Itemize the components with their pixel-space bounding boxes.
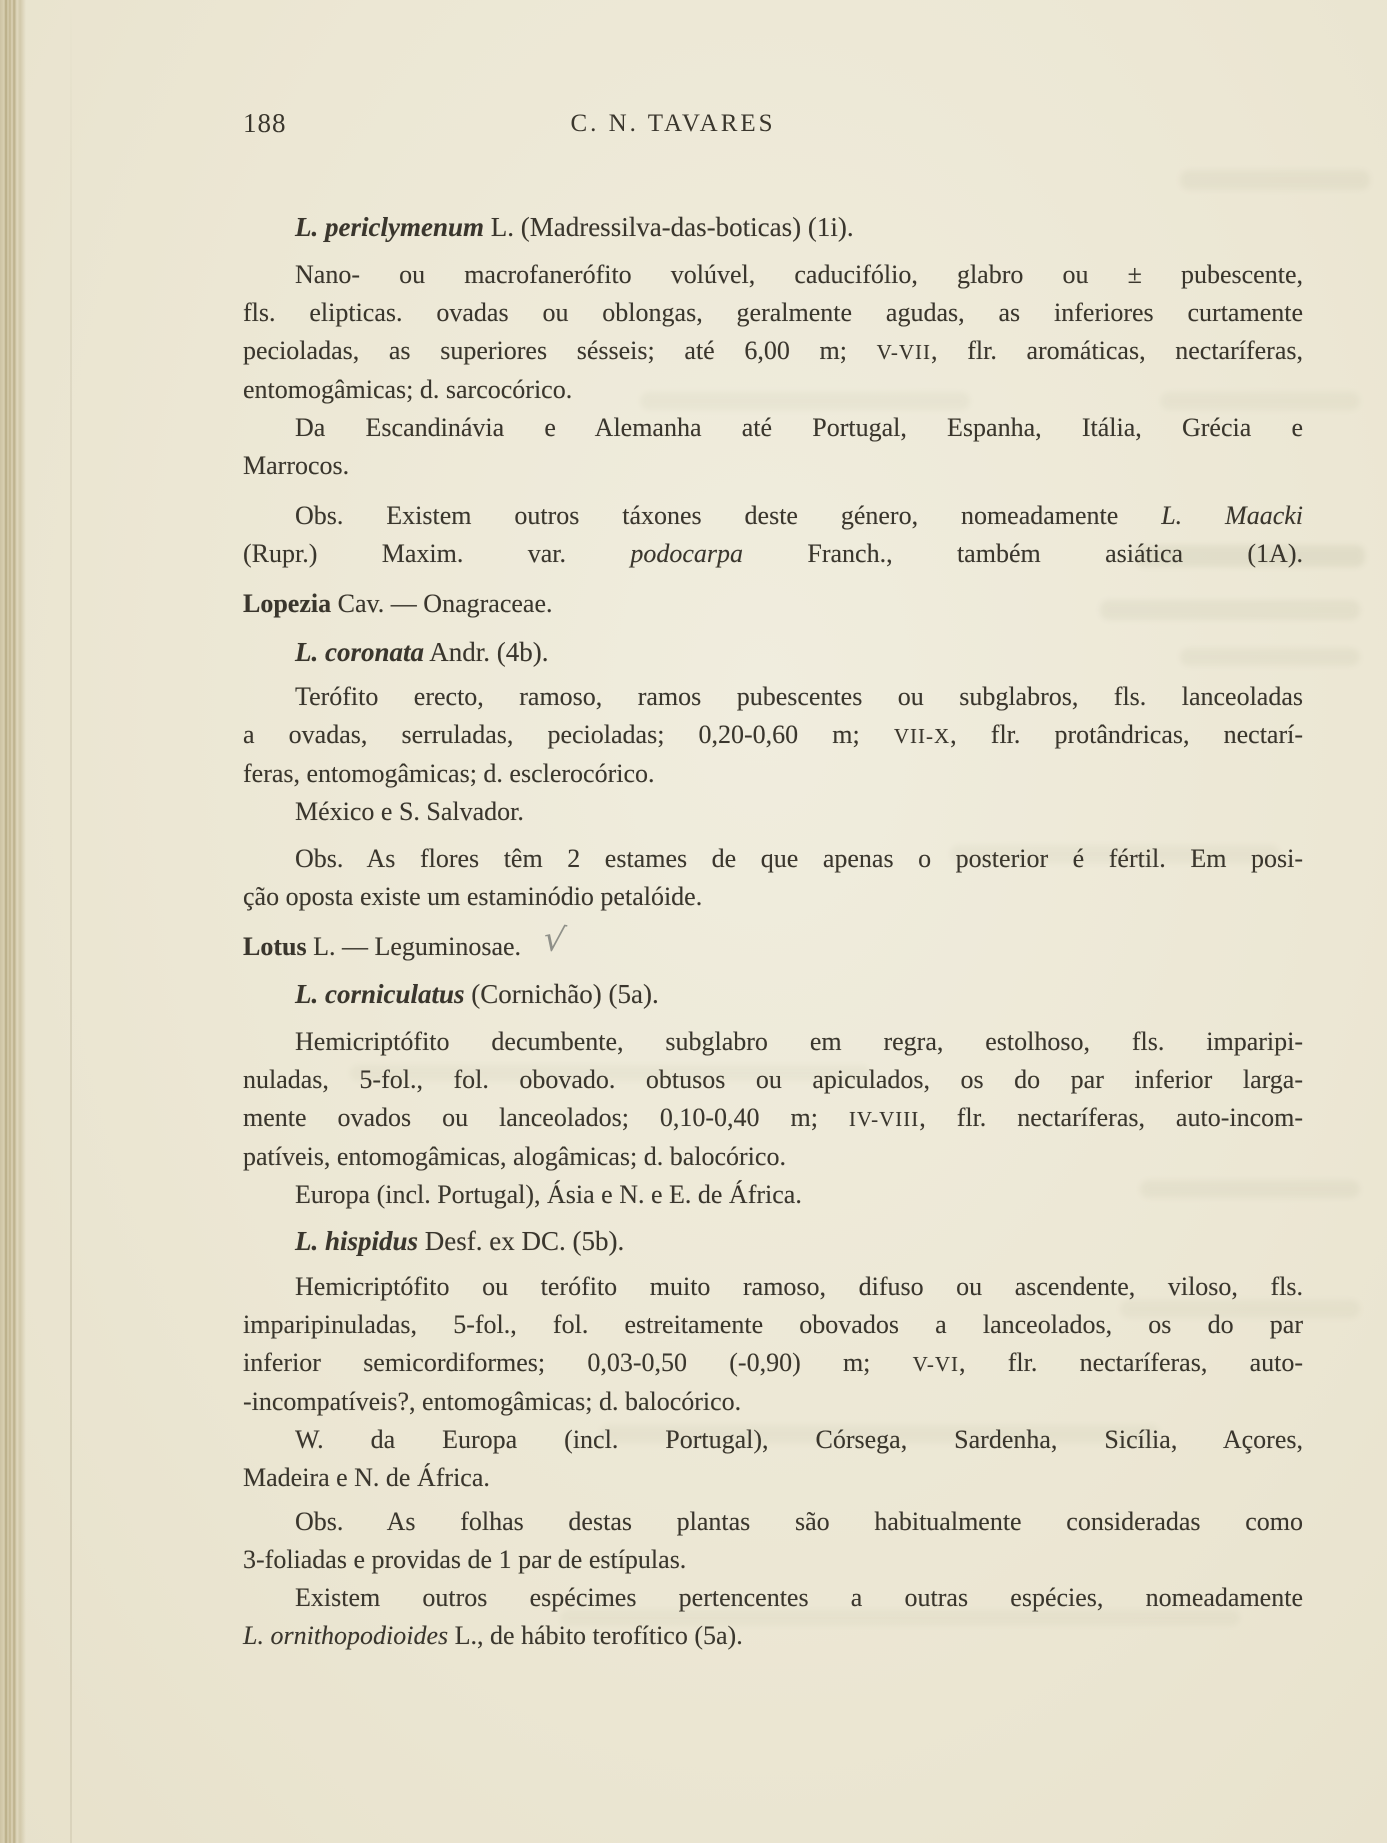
- para: [243, 840, 1303, 916]
- text-segment: -incompatíveis?, entomogâmicas; d. balocórico.: [243, 1387, 742, 1416]
- text-segment: Da Escandinávia e Alemanha até Portugal, Espanha, Itália, Grécia e: [295, 413, 1303, 442]
- text-segment: Obs. As flores têm 2 estames de que apenas o posterior é fértil. Em posi-: [295, 844, 1303, 873]
- text-line: [243, 878, 1303, 916]
- text-segment: patíveis, entomogâmicas, alogâmicas; d. balocórico.: [243, 1142, 786, 1171]
- text-segment: , flr. nectaríferas, auto-incom-: [919, 1103, 1303, 1132]
- page-number: 188: [243, 108, 287, 138]
- text-segment: W. da Europa (incl. Portugal), Córsega, Sardenha, Sicília, Açores,: [295, 1425, 1303, 1454]
- bleed-smudge: [1180, 170, 1370, 190]
- text-segment: Hemicriptófito decumbente, subglabro em regra, estolhoso, fls. imparipi-: [295, 1027, 1303, 1056]
- text-segment: V-VII: [876, 340, 932, 364]
- text-segment: V-VI: [912, 1352, 960, 1376]
- text-line: [243, 1023, 1303, 1061]
- text-segment: ção oposta existe um estaminódio petalóide.: [243, 882, 703, 911]
- text-segment: Terófito erecto, ramoso, ramos pubescentes ou subglabros, fls. lanceoladas: [295, 682, 1303, 711]
- species-heading: [243, 208, 1355, 246]
- text-line: [243, 1421, 1303, 1459]
- text-line: [243, 1061, 1303, 1099]
- text-segment: imparipinuladas, 5-fol., fol. estreitamente obovados a lanceolados, os do par: [243, 1310, 1303, 1339]
- text-line: [243, 1541, 1303, 1579]
- text-line: [243, 535, 1303, 573]
- text-line: [243, 1138, 1303, 1176]
- text-line: [243, 1617, 1303, 1655]
- para: [243, 497, 1303, 573]
- species-heading: [243, 633, 1355, 671]
- text-line: [243, 447, 1303, 485]
- text-line: [243, 716, 1303, 755]
- text-line: [243, 1503, 1303, 1541]
- text-segment: L. periclymenum: [295, 212, 484, 242]
- genus-heading: [243, 918, 1303, 966]
- para: [243, 1503, 1303, 1655]
- text-segment: IV-VIII: [848, 1107, 920, 1131]
- handwritten-checkmark: √: [540, 918, 568, 962]
- text-line: [243, 678, 1303, 716]
- text-line: [243, 1459, 1303, 1497]
- text-segment: feras, entomogâmicas; d. esclerocórico.: [243, 759, 655, 788]
- text-line: [243, 409, 1303, 447]
- text-segment: Lotus: [243, 932, 307, 961]
- text-segment: , flr. protândricas, nectarí-: [950, 720, 1303, 749]
- text-line: [243, 1579, 1303, 1617]
- text-segment: Hemicriptófito ou terófito muito ramoso, difuso ou ascendente, viloso, fls.: [295, 1272, 1303, 1301]
- text-line: [243, 755, 1303, 793]
- text-segment: a ovadas, serruladas, pecioladas; 0,20-0,60 m;: [243, 720, 894, 749]
- text-line: [243, 1099, 1303, 1138]
- text-line: [243, 840, 1303, 878]
- text-segment: fls. elipticas. ovadas ou oblongas, geralmente agudas, as inferiores curtamente: [243, 298, 1303, 327]
- text-segment: Cav. — Onagraceae.: [331, 589, 553, 618]
- text-segment: Nano- ou macrofanerófito volúvel, caducifólio, glabro ou ± pubescente,: [295, 260, 1303, 289]
- text-segment: México e S. Salvador.: [295, 797, 524, 826]
- page-binding-edge: [0, 0, 26, 1843]
- text-segment: L. (Madressilva-das-boticas) (1i).: [483, 212, 854, 242]
- text-segment: , flr. aromáticas, nectaríferas,: [931, 336, 1303, 365]
- text-line: [243, 1344, 1303, 1383]
- text-line: [243, 332, 1303, 371]
- text-line: [243, 256, 1303, 294]
- text-segment: L. corniculatus: [295, 979, 465, 1009]
- text-segment: Andr. (4b).: [424, 637, 549, 667]
- text-segment: Existem outros espécimes pertencentes a outras espécies, nomeadamente: [295, 1583, 1303, 1612]
- text-segment: Madeira e N. de África.: [243, 1463, 490, 1492]
- text-segment: Obs. As folhas destas plantas são habitualmente consideradas como: [295, 1507, 1303, 1536]
- text-segment: Lopezia: [243, 589, 332, 618]
- text-segment: entomogâmicas; d. sarcocórico.: [243, 375, 573, 404]
- text-segment: podocarpa: [630, 539, 744, 568]
- text-segment: Desf. ex DC. (5b).: [418, 1226, 625, 1256]
- text-segment: mente ovados ou lanceolados; 0,10-0,40 m;: [243, 1103, 849, 1132]
- species-heading: [243, 1222, 1355, 1260]
- para: [243, 678, 1303, 831]
- text-segment: Europa (incl. Portugal), Ásia e N. e E. de África.: [295, 1180, 802, 1209]
- para: [243, 1023, 1303, 1214]
- text-segment: nuladas, 5-fol., fol. obovado. obtusos ou apiculados, os do par inferior larga-: [243, 1065, 1303, 1094]
- text-segment: Marrocos.: [243, 451, 350, 480]
- text-segment: L., de hábito terofítico (5a).: [448, 1621, 743, 1650]
- text-segment: Franch., também asiática (1A).: [743, 539, 1303, 568]
- text-segment: L. — Leguminosae.: [306, 932, 522, 961]
- text-line: [243, 1383, 1303, 1421]
- text-segment: (Rupr.) Maxim. var.: [243, 539, 631, 568]
- text-line: [243, 1306, 1303, 1344]
- text-line: [243, 1268, 1303, 1306]
- species-heading: [243, 975, 1355, 1013]
- text-segment: inferior semicordiformes; 0,03-0,50 (-0,90) m;: [243, 1348, 913, 1377]
- text-segment: pecioladas, as superiores sésseis; até 6,00 m;: [243, 336, 877, 365]
- text-line: [243, 497, 1303, 535]
- text-line: [243, 1176, 1303, 1214]
- page-crease: [70, 0, 72, 1843]
- text-segment: VII-X: [893, 724, 951, 748]
- para: [243, 1268, 1303, 1497]
- text-segment: 3-foliadas e providas de 1 par de estípulas.: [243, 1545, 687, 1574]
- genus-heading: [243, 585, 1303, 623]
- text-segment: L. ornithopodioides: [243, 1621, 449, 1650]
- text-segment: L. hispidus: [295, 1226, 419, 1256]
- text-segment: L. Maacki: [1161, 501, 1304, 530]
- text-segment: , flr. nectaríferas, auto-: [959, 1348, 1303, 1377]
- text-segment: L. coronata: [295, 637, 425, 667]
- text-line: [243, 371, 1303, 409]
- text-line: [243, 793, 1303, 831]
- para: [243, 256, 1303, 485]
- text-line: [243, 294, 1303, 332]
- text-segment: Obs. Existem outros táxones deste género, nomeadamente: [295, 501, 1162, 530]
- running-title: C. N. TAVARES: [570, 110, 776, 137]
- text-segment: (Cornichão) (5a).: [464, 979, 659, 1009]
